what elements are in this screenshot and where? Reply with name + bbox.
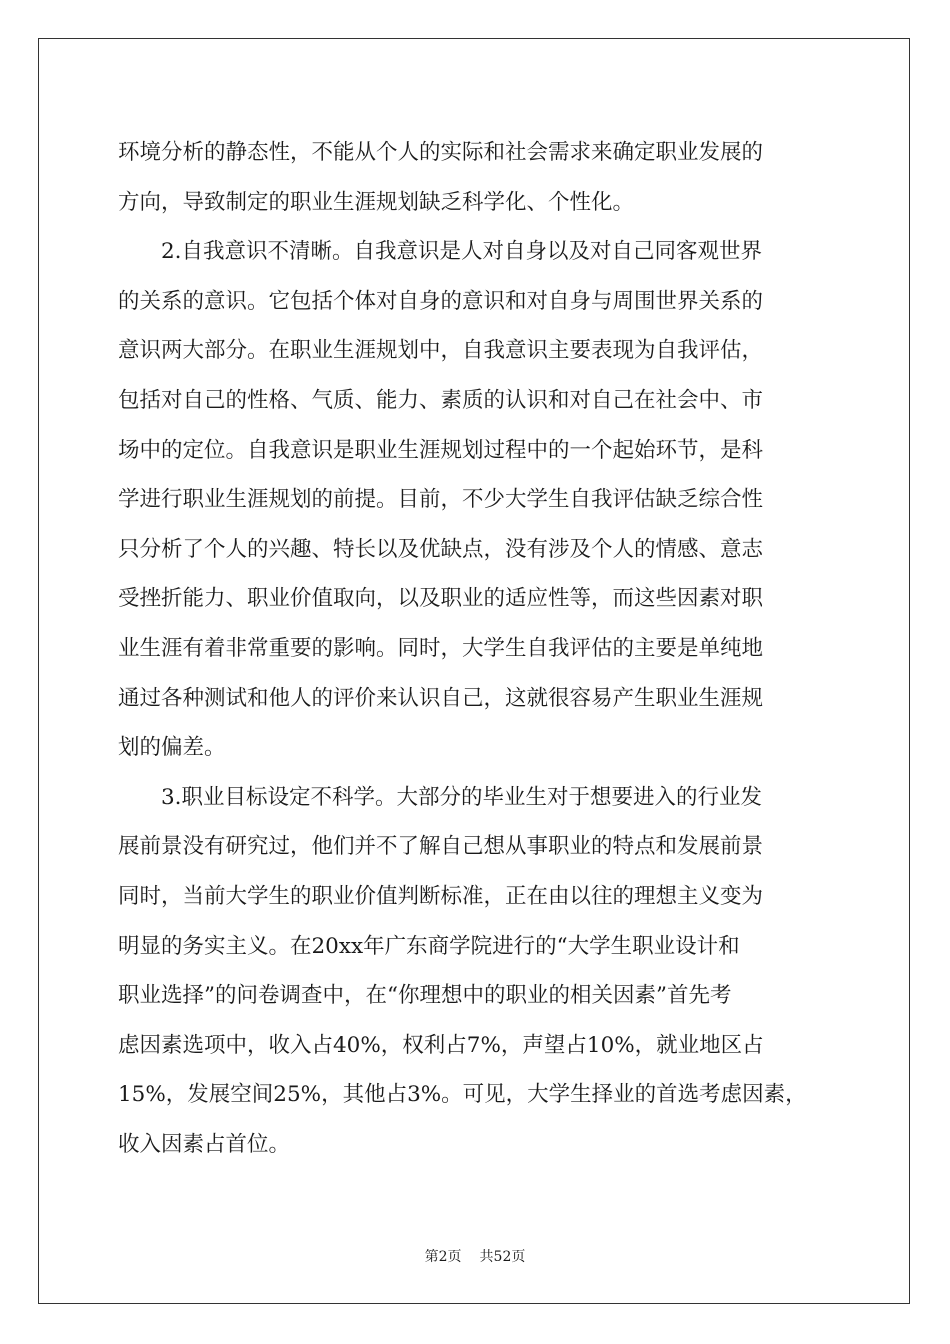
text-line: 展前景没有研究过，他们并不了解自己想从事职业的特点和发展前景	[118, 834, 764, 860]
text-line: 同时，当前大学生的职业价值判断标准，正在由以往的理想主义变为	[118, 883, 764, 909]
text-line: 通过各种测试和他人的评价来认识自己，这就很容易产生职业生涯规	[118, 685, 764, 711]
text-line: 意识两大部分。在职业生涯规划中，自我意识主要表现为自我评估，	[118, 338, 764, 364]
text-line: 受挫折能力、职业价值取向，以及职业的适应性等，而这些因素对职	[118, 586, 764, 612]
text-line: 收入因素占首位。	[118, 1131, 291, 1157]
text-line: 场中的定位。自我意识是职业生涯规划过程中的一个起始环节，是科	[118, 437, 764, 463]
text-line: 业生涯有着非常重要的影响。同时，大学生自我评估的主要是单纯地	[118, 635, 764, 661]
text-line: 的关系的意识。它包括个体对自身的意识和对自身与周围世界关系的	[118, 288, 764, 314]
text-line: 15%，发展空间25%，其他占3%。可见，大学生择业的首选考虑因素，	[118, 1082, 807, 1108]
text-line: 学进行职业生涯规划的前提。目前，不少大学生自我评估缺乏综合性	[118, 487, 764, 513]
document-body	[118, 128, 838, 1169]
page-footer	[0, 1247, 950, 1267]
text-line: 环境分析的静态性，不能从个人的实际和社会需求来确定职业发展的	[118, 140, 764, 165]
text-line: 方向，导致制定的职业生涯规划缺乏科学化、个性化。	[118, 189, 635, 215]
page-number: 第2页	[424, 1249, 462, 1265]
text-line: 明显的务实主义。在20xx年广东商学院进行的“大学生职业设计和	[118, 933, 740, 959]
text-line: 包括对自己的性格、气质、能力、素质的认识和对自己在社会中、市	[118, 387, 764, 413]
text-line: 职业选择”的问卷调查中，在“你理想中的职业的相关因素”首先考	[118, 983, 732, 1009]
text-line: 虑因素选项中，收入占40%，权利占7%，声望占10%，就业地区占	[118, 1032, 764, 1058]
text-line: 只分析了个人的兴趣、特长以及优缺点，没有涉及个人的情感、意志	[118, 536, 764, 562]
paragraph-start-line: 3.职业目标设定不科学。大部分的毕业生对于想要进入的行业发	[161, 784, 763, 810]
paragraph-start-line: 2.自我意识不清晰。自我意识是人对自身以及对自己同客观世界	[161, 239, 763, 265]
text-line: 划的偏差。	[118, 735, 226, 761]
page-total: 共52页	[479, 1249, 526, 1265]
